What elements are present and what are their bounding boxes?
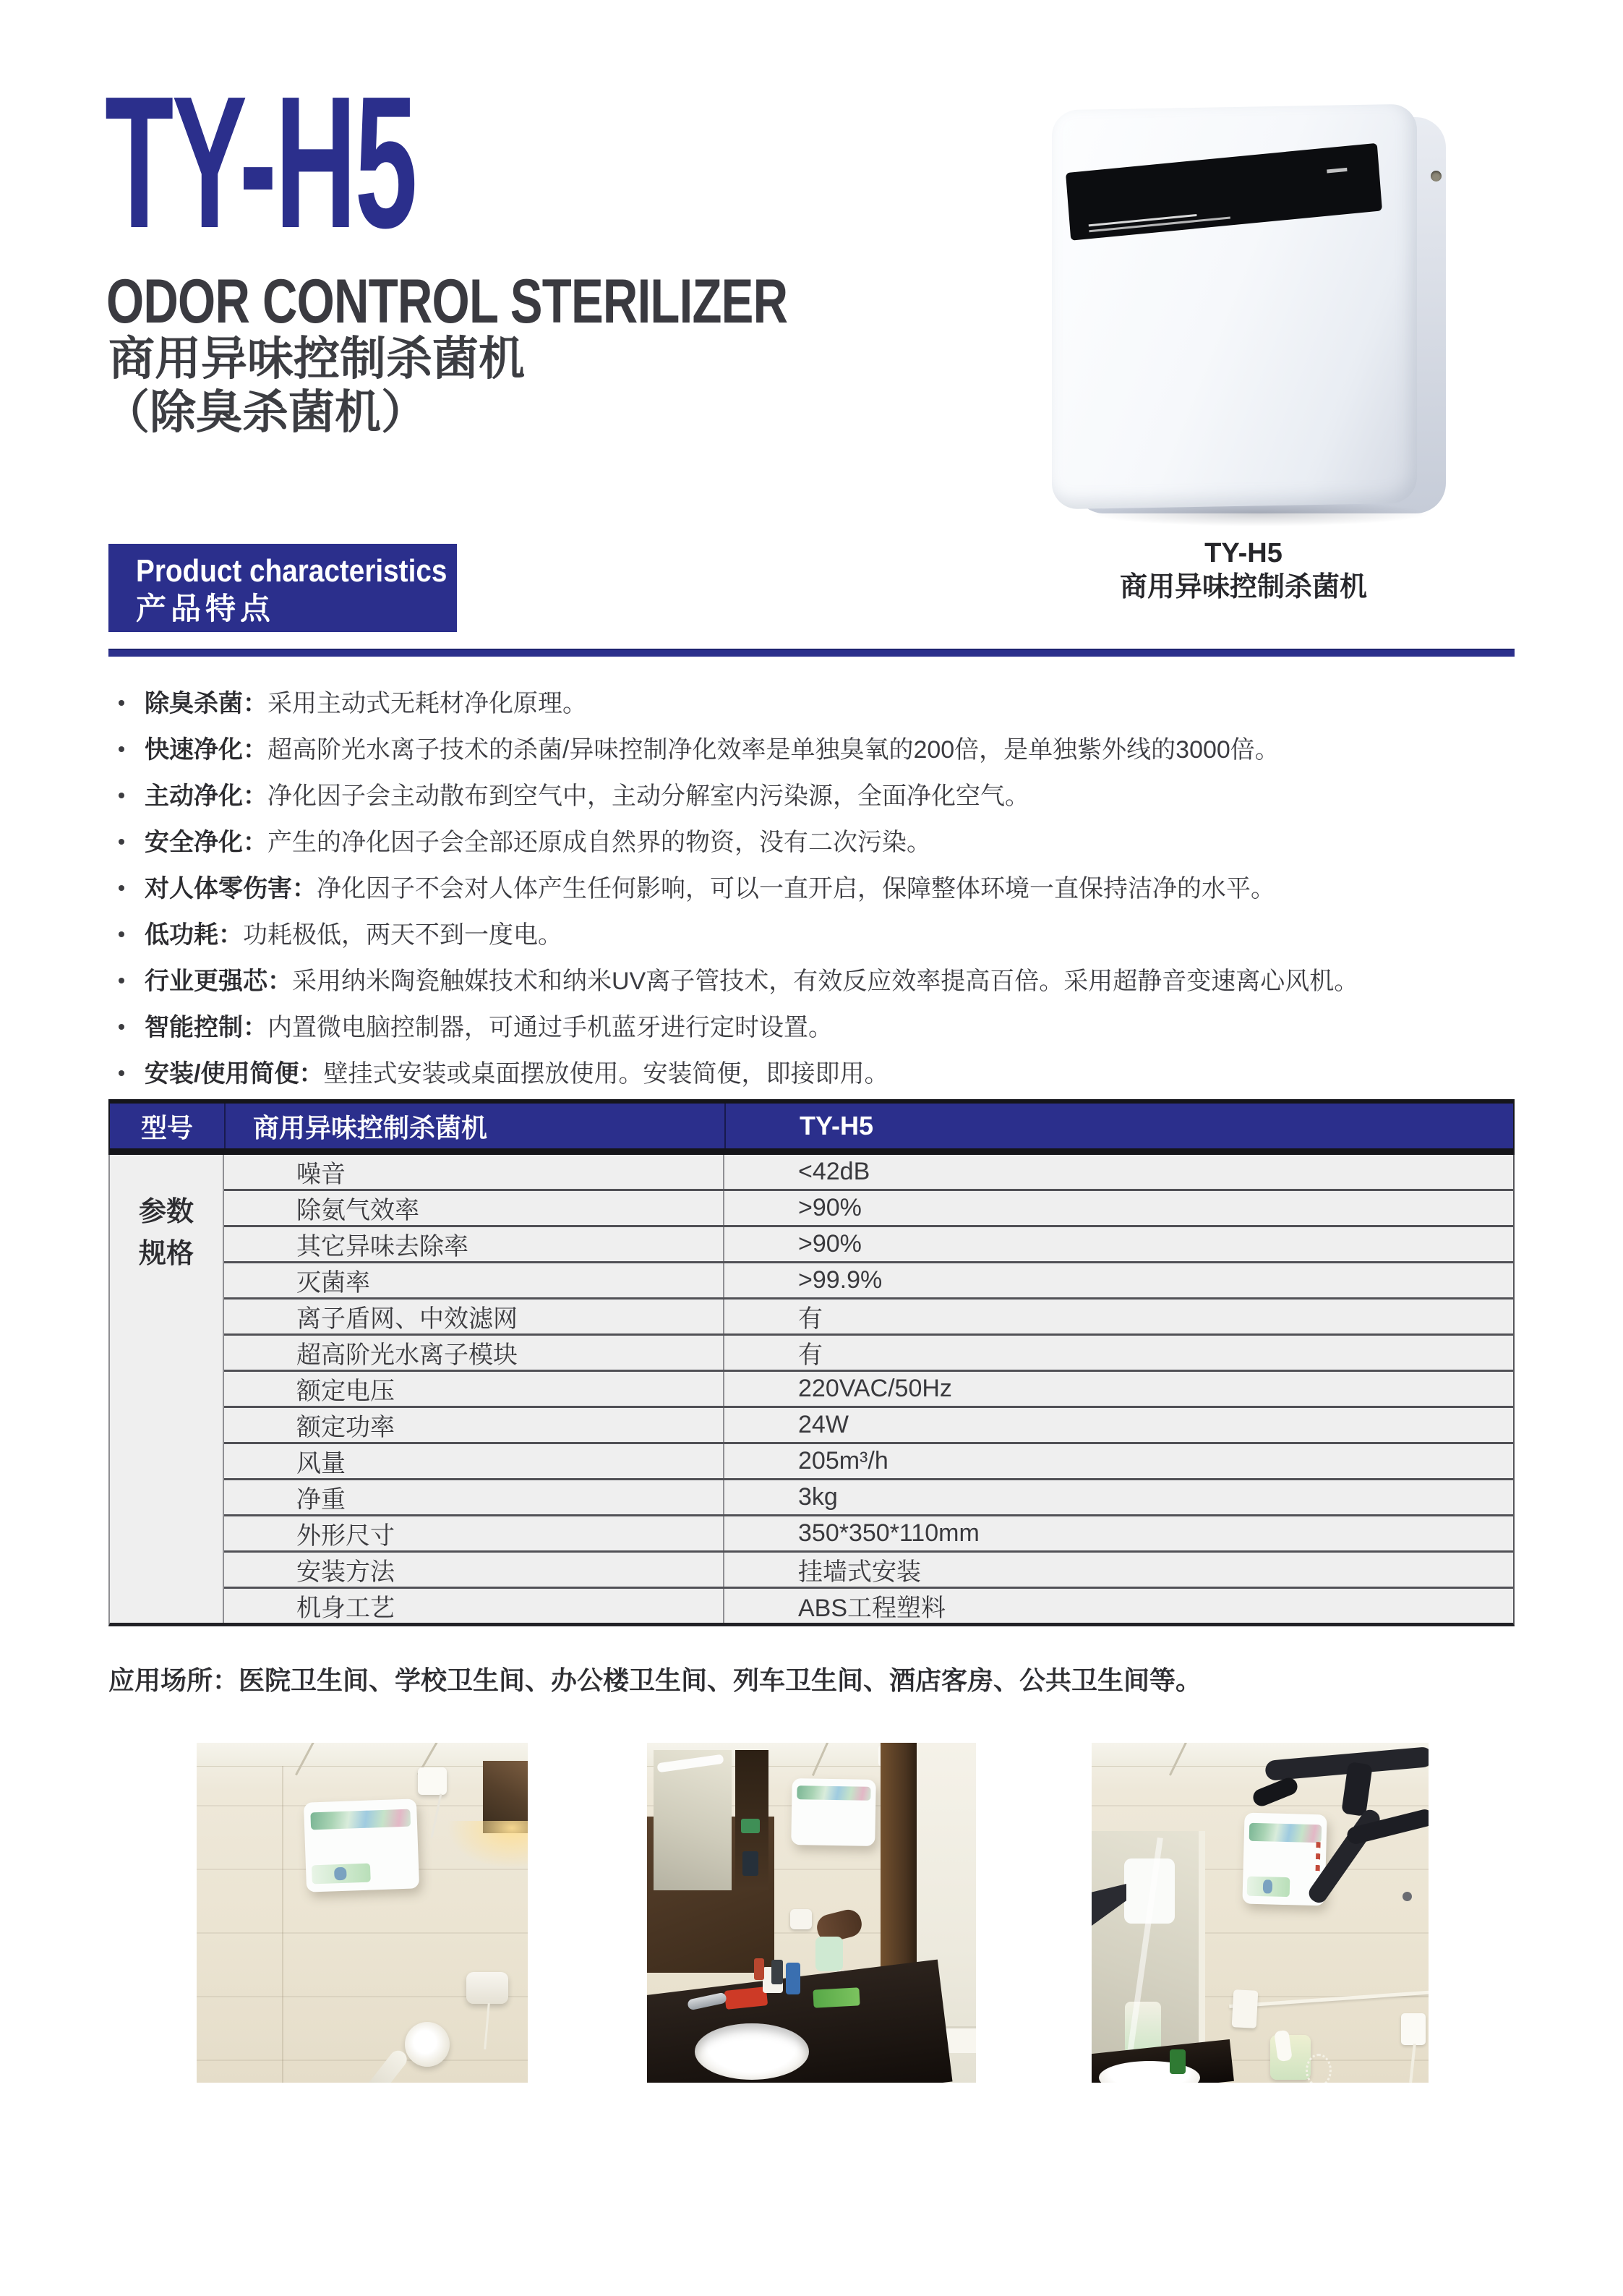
table-row bbox=[224, 1336, 1513, 1372]
sticker-figure bbox=[334, 1866, 347, 1880]
feature-item bbox=[108, 781, 1525, 811]
device-artwork-band bbox=[311, 1809, 411, 1830]
feature-label: 行业更强芯： bbox=[145, 968, 292, 995]
install-photo-2 bbox=[647, 1743, 976, 2083]
feature-label: 对人体零伤害： bbox=[145, 875, 317, 902]
device-sticker bbox=[1246, 1877, 1290, 1897]
shelf-item bbox=[741, 1819, 760, 1833]
toiletry-bottle bbox=[786, 1963, 800, 1994]
col-header-model: 型号 bbox=[110, 1104, 226, 1148]
row-group-label-line1: 参数 bbox=[138, 1197, 194, 1227]
feature-item bbox=[108, 1059, 1525, 1089]
hero-caption-model: TY-H5 bbox=[1204, 538, 1282, 568]
table-row bbox=[224, 1553, 1513, 1589]
feature-item bbox=[108, 1012, 1525, 1043]
spec-value: 有 bbox=[798, 1341, 823, 1369]
feature-text: 产生的净化因子会全部还原成自然界的物资，没有二次污染。 bbox=[267, 829, 931, 856]
feature-item bbox=[108, 827, 1525, 858]
product-title-cn: 商用异味控制杀菌机 bbox=[108, 333, 525, 385]
device-front-face bbox=[1052, 104, 1417, 510]
pullup-bar-bolt bbox=[1403, 1892, 1412, 1901]
section-header-cn: 产品特点 bbox=[136, 592, 275, 626]
spec-name: 除氨气效率 bbox=[224, 1191, 724, 1225]
spec-name: 离子盾网、中效滤网 bbox=[224, 1299, 724, 1333]
feature-item bbox=[108, 874, 1525, 904]
paper-holder bbox=[790, 1909, 812, 1929]
bullet-icon bbox=[119, 885, 124, 891]
section-divider bbox=[108, 649, 1515, 657]
feature-text: 采用纳米陶瓷触媒技术和纳米UV离子管技术，有效反应效率提高百倍。采用超静音变速离心风机。 bbox=[292, 968, 1359, 995]
table-row bbox=[224, 1444, 1513, 1480]
applications-line: 应用场所：医院卫生间、学校卫生间、办公楼卫生间、列车卫生间、酒店客房、公共卫生间等。 bbox=[108, 1665, 1202, 1695]
spec-value: 3kg bbox=[798, 1483, 838, 1511]
feature-text: 净化因子会主动散布到空气中，主动分解室内污染源，全面净化空气。 bbox=[267, 782, 1029, 810]
ceiling bbox=[197, 1743, 528, 1767]
spec-value: >90% bbox=[798, 1230, 862, 1258]
table-row bbox=[224, 1191, 1513, 1227]
spec-name: 额定功率 bbox=[224, 1408, 724, 1442]
feature-item bbox=[108, 966, 1525, 997]
spec-name: 安装方法 bbox=[224, 1553, 724, 1587]
wall-rail bbox=[1229, 1990, 1429, 2008]
spec-value: ABS工程塑料 bbox=[798, 1595, 946, 1622]
feature-text: 壁挂式安装或桌面摆放使用。安装简便，即接即用。 bbox=[323, 1060, 889, 1088]
product-title-en: ODOR CONTROL STERILIZER bbox=[106, 267, 788, 336]
feature-list bbox=[108, 688, 1525, 1105]
towel-holder bbox=[1232, 1989, 1259, 2028]
feature-label: 安装/使用简便： bbox=[145, 1060, 324, 1088]
power-cord bbox=[1409, 2044, 1416, 2083]
row-group-label-line2: 规格 bbox=[138, 1239, 194, 1269]
spec-table-header bbox=[108, 1099, 1515, 1155]
toiletry-bottle bbox=[1170, 2049, 1186, 2074]
section-header bbox=[108, 544, 457, 632]
toiletry-bottle bbox=[754, 1958, 764, 1980]
feature-label: 除臭杀菌： bbox=[145, 690, 267, 717]
spec-name: 噪音 bbox=[224, 1155, 724, 1189]
tile-grout-line bbox=[282, 1766, 283, 2083]
device-black-strip bbox=[1066, 143, 1382, 241]
spec-value: <42dB bbox=[798, 1158, 870, 1185]
bullet-icon bbox=[119, 1024, 124, 1030]
spec-name: 机身工艺 bbox=[224, 1589, 724, 1623]
feature-item bbox=[108, 920, 1525, 950]
device-screw bbox=[1431, 171, 1442, 182]
table-row bbox=[224, 1155, 1513, 1191]
bullet-icon bbox=[119, 978, 124, 983]
spec-value: >99.9% bbox=[798, 1266, 883, 1294]
feature-label: 低功耗： bbox=[145, 921, 243, 949]
shelf-item bbox=[742, 1851, 758, 1876]
hairdryer-cord bbox=[1306, 2054, 1332, 2083]
spec-value: 有 bbox=[798, 1305, 823, 1333]
spec-name: 额定电压 bbox=[224, 1372, 724, 1406]
product-title-cn-paren: （除臭杀菌机） bbox=[103, 386, 427, 438]
feature-item bbox=[108, 735, 1525, 765]
table-row bbox=[224, 1227, 1513, 1263]
install-photo-3 bbox=[1092, 1743, 1429, 2083]
feature-text: 内置微电脑控制器，可通过手机蓝牙进行定时设置。 bbox=[267, 1014, 833, 1041]
section-header-en: Product characteristics bbox=[136, 553, 447, 589]
bullet-icon bbox=[119, 793, 124, 798]
spec-name: 净重 bbox=[224, 1480, 724, 1514]
spec-table-body bbox=[108, 1155, 1515, 1626]
spec-value: 220VAC/50Hz bbox=[798, 1375, 952, 1402]
spec-name: 其它异味去除率 bbox=[224, 1227, 724, 1261]
spec-value: 350*350*110mm bbox=[798, 1519, 980, 1547]
hairdryer-holder bbox=[815, 1937, 843, 1971]
table-row bbox=[224, 1263, 1513, 1299]
table-row bbox=[224, 1372, 1513, 1408]
install-photo-1 bbox=[197, 1743, 528, 2083]
row-group-label bbox=[110, 1155, 224, 1623]
table-row bbox=[224, 1516, 1513, 1553]
toiletry-bottle bbox=[771, 1960, 783, 1984]
spec-rows bbox=[224, 1155, 1513, 1623]
toiletry-green-pack bbox=[813, 1987, 860, 2007]
hero-caption-name: 商用异味控制杀菌机 bbox=[1119, 572, 1367, 602]
spec-name: 外形尺寸 bbox=[224, 1516, 724, 1550]
power-socket bbox=[1401, 2013, 1426, 2045]
table-row bbox=[224, 1408, 1513, 1444]
spec-table bbox=[108, 1099, 1515, 1626]
spec-value: 挂墙式安装 bbox=[798, 1558, 921, 1586]
feature-label: 智能控制： bbox=[145, 1014, 267, 1041]
device-side-labels bbox=[1316, 1842, 1321, 1873]
spec-name: 灭菌率 bbox=[224, 1263, 724, 1297]
bullet-icon bbox=[119, 931, 124, 937]
hairdryer bbox=[405, 2022, 450, 2067]
feature-item bbox=[108, 688, 1525, 719]
table-row bbox=[224, 1589, 1513, 1623]
feature-text: 超高阶光水离子技术的杀菌/异味控制净化效率是单独臭氧的200倍，是单独紫外线的3000倍。 bbox=[267, 736, 1280, 764]
col-header-product: 商用异味控制杀菌机 bbox=[226, 1104, 726, 1148]
feature-text: 采用主动式无耗材净化原理。 bbox=[267, 690, 587, 717]
hairdryer-cord bbox=[484, 2003, 490, 2049]
feature-text: 功耗极低，两天不到一度电。 bbox=[243, 921, 562, 949]
power-cord bbox=[431, 1793, 442, 1838]
spec-name: 风量 bbox=[224, 1444, 724, 1478]
table-row bbox=[224, 1480, 1513, 1516]
bullet-icon bbox=[119, 700, 124, 706]
device-artwork-band bbox=[797, 1785, 870, 1800]
sink bbox=[695, 2023, 809, 2080]
device-artwork-band bbox=[1249, 1823, 1322, 1843]
sticker-figure bbox=[1263, 1879, 1273, 1893]
cabinet-light-glow bbox=[447, 1821, 528, 1869]
bullet-icon bbox=[119, 839, 124, 845]
table-row bbox=[224, 1299, 1513, 1336]
spec-name: 超高阶光水离子模块 bbox=[224, 1336, 724, 1370]
col-header-value: TY-H5 bbox=[800, 1111, 874, 1140]
spec-value: 24W bbox=[798, 1411, 849, 1438]
mounted-device bbox=[791, 1778, 876, 1846]
spec-value: 205m³/h bbox=[798, 1447, 888, 1475]
spec-value: >90% bbox=[798, 1194, 862, 1221]
feature-label: 主动净化： bbox=[145, 782, 267, 810]
feature-label: 安全净化： bbox=[145, 829, 267, 856]
feature-text: 净化因子不会对人体产生任何影响，可以一直开启，保障整体环境一直保持洁净的水平。 bbox=[317, 875, 1275, 902]
feature-label: 快速净化： bbox=[145, 736, 267, 764]
bullet-icon bbox=[119, 1070, 124, 1076]
mounted-device bbox=[304, 1798, 419, 1892]
power-socket bbox=[418, 1767, 447, 1795]
strip-logo-mark bbox=[1327, 168, 1347, 174]
device-sticker bbox=[312, 1863, 371, 1884]
bullet-icon bbox=[119, 746, 124, 752]
hairdryer-holder bbox=[466, 1972, 508, 2004]
hero-caption bbox=[1027, 537, 1460, 605]
hairdryer-handle bbox=[362, 2047, 411, 2083]
page-title: TY-H5 bbox=[105, 58, 416, 268]
